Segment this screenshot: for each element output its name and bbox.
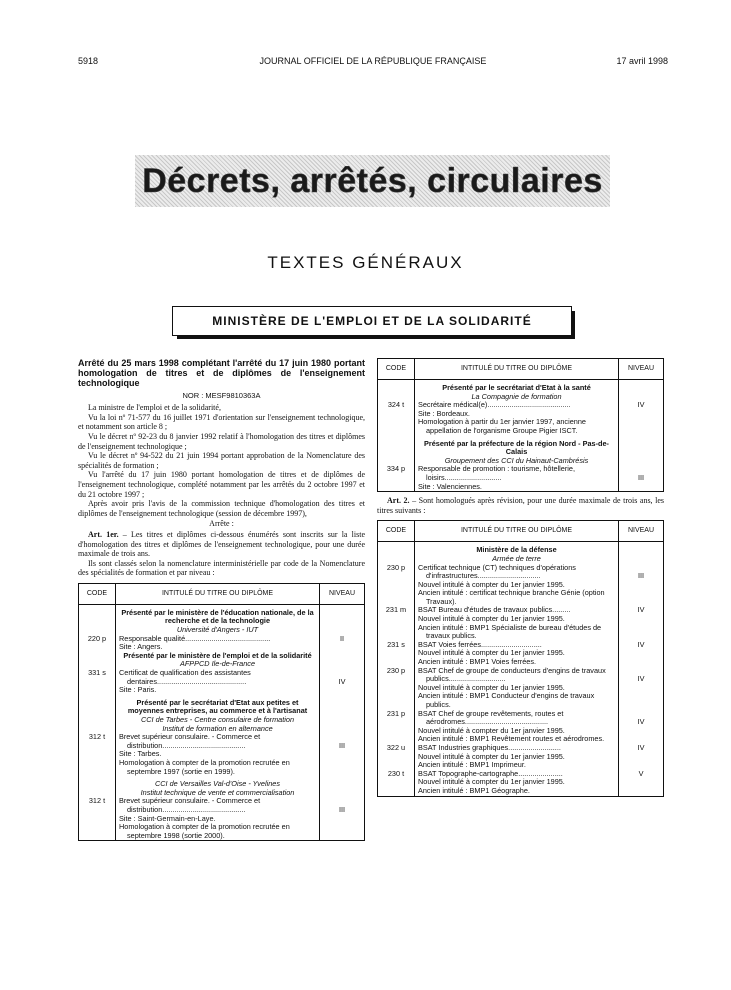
article-2-label: Art. 2. [387, 496, 410, 506]
page-number: 5918 [78, 56, 99, 66]
article-1-text-2: Ils sont classés selon la nomenclature interministérielle par code de la Nomenclature des spécialités de formation et par niveau : [78, 558, 365, 578]
article-2 [377, 496, 664, 515]
right-column [377, 358, 664, 797]
header-code: CODE [378, 521, 415, 542]
header-title: INTITULÉ DU TITRE OU DIPLÔME [116, 583, 320, 604]
paragraph: Après avoir pris l'avis de la commission technique d'homologation des titres et diplômes de l'enseignement technologique (session de décembre 1997), [78, 499, 365, 518]
ministry-title: MINISTÈRE DE L'EMPLOI ET DE LA SOLIDARITÉ [212, 314, 532, 328]
article-2-text: – Sont homologués après révision, pour une durée maximale de trois ans, les titres suivants : [377, 496, 664, 515]
paragraph: Vu l'arrêté du 17 juin 1980 portant homologation de titres et de diplômes de l'enseignement technologique, complété notamment par les arrêtés du 2 octobre 1997 et du 21 octobre 1997 ; [78, 470, 365, 499]
page-header [78, 56, 668, 70]
article-1 [78, 530, 365, 559]
header-code: CODE [378, 359, 415, 380]
article-1-text: – Les titres et diplômes ci-dessous énumérés sont inscrits sur la liste d'homologation des titres et diplômes de l'enseignement technologique, pour une durée maximale de trois ans. [78, 529, 366, 559]
diploma-table-1: CODE INTITULÉ DU TITRE OU DIPLÔME NIVEAU Présenté par le ministère de l'éducation nationale, de la recherche et de la technologie Université d'Angers - IUT 220 p Responsable qualité.......................................... Site : Angers. II Présenté par le ministère de l'emploi et de la solidarité AFPPCD Ile-de-France 331 s Certificat de qualification des assistantes dentaires............................................ Site : Paris. IV Présenté par le secrétariat d'Etat aux petites et moyennes entreprises, au commerce et à l'artisanat CCI de Tarbes - Centre consulaire de formation Institut de formation en alternance 312 t Brevet supérieur consulaire. - Commerce et distribution......................................... Site : Tarbes. Homologation à compter de la promotion recrutée en septembre 1997 (sortie en 1999). III CCI de Versailles Val-d'Oise - Yvelines Institut technique de vente et commercialisation 312 t Brevet supérieur consulaire. - Commerce et distribution......................................... Site : Saint-Germain-en-Laye. Homologation à compter de la promotion recrutée en septembre 1998 (sortie 2000). III [78, 583, 365, 841]
issue-date: 17 avril 1998 [616, 56, 668, 66]
section-title: TEXTES GÉNÉRAUX [267, 253, 464, 272]
header-level: NIVEAU [619, 359, 664, 380]
article-1-label: Art. 1er. [88, 529, 119, 539]
ministry-box [172, 306, 572, 336]
header-level: NIVEAU [619, 521, 664, 542]
paragraph: Vu le décret nº 94-522 du 21 juin 1994 portant approbation de la Nomenclature des spécialités de formation ; [78, 451, 365, 470]
paragraph: La ministre de l'emploi et de la solidarité, [88, 403, 221, 413]
header-level: NIVEAU [320, 583, 365, 604]
diploma-table-2: CODE INTITULÉ DU TITRE OU DIPLÔME NIVEAU Présenté par le secrétariat d'Etat à la santé La Compagnie de formation 324 t Secrétaire médical(e)......................................... Site : Bordeaux. Homologation à partir du 1er janvier 1997, ancienne appellation de l'organisme Groupe Pigier ISCT. IV Présenté par la préfecture de la région Nord - Pas-de-Calais Groupement des CCI du Hainaut-Cambrésis 334 p Responsable de promotion : tourisme, hôtellerie, loisirs............................ Site : Valenciennes. III [377, 358, 664, 492]
header-title: INTITULÉ DU TITRE OU DIPLÔME [415, 521, 619, 542]
journal-title: JOURNAL OFFICIEL DE LA RÉPUBLIQUE FRANÇAISE [259, 56, 487, 66]
section-banner [135, 155, 610, 207]
header-code: CODE [79, 583, 116, 604]
arrete-label: Arrête : [209, 519, 234, 529]
diploma-table-3: CODE INTITULÉ DU TITRE OU DIPLÔME NIVEAU Ministère de la défense Armée de terre 230 p Certificat technique (CT) techniques d'opérations d'infrastructures............................... Nouvel intitulé à compter du 1er janvier 1995. Ancien intitulé : certificat technique branche Génie (option Travaux). III 231 m BSAT Bureau d'études de travaux publics......... Nouvel intitulé à compter du 1er janvier 1995. Ancien intitulé : BMP1 Spécialiste de bureau d'études de travaux publics. IV 231 s BSAT Voies ferrées.............................. Nouvel intitulé à compter du 1er janvier 1995. Ancien intitulé : BMP1 Voies ferrées. IV 230 p BSAT Chef de groupe de conducteurs d'engins de travaux publics............................ Nouvel intitulé à compter du 1er janvier 1995. Ancien intitulé : BMP1 Conducteur d'engins de travaux publics. IV 231 p BSAT Chef de groupe revêtements, routes et aérodromes......................................... Nouvel intitulé à compter du 1er janvier 1995. Ancien intitulé : BMP1 Revêtement routes et aérodromes. IV 322 u BSAT Industries graphiques.......................... Nouvel intitulé à compter du 1er janvier 1995. Ancien intitulé : BMP1 Imprimeur. IV 230 t BSAT Topographe-cartographe...................... Nouvel intitulé à compter du 1er janvier 1995. Ancien intitulé : BMP1 Géographe. V [377, 520, 664, 796]
left-column [78, 358, 365, 841]
banner-title: Décrets, arrêtés, circulaires [142, 161, 603, 200]
nor-reference: NOR : MESF9810363A [182, 390, 261, 400]
arrete-title: Arrêté du 25 mars 1998 complétant l'arrêté du 17 juin 1980 portant homologation de titres et de diplômes de l'enseignement technologique [78, 358, 365, 389]
header-title: INTITULÉ DU TITRE OU DIPLÔME [415, 359, 619, 380]
paragraph: Vu la loi nº 71-577 du 16 juillet 1971 d'orientation sur l'enseignement technologique, et notamment son article 8 ; [78, 412, 365, 432]
paragraph: Vu le décret nº 92-23 du 8 janvier 1992 relatif à l'homologation des titres et diplômes de l'enseignement technologique ; [78, 431, 365, 451]
